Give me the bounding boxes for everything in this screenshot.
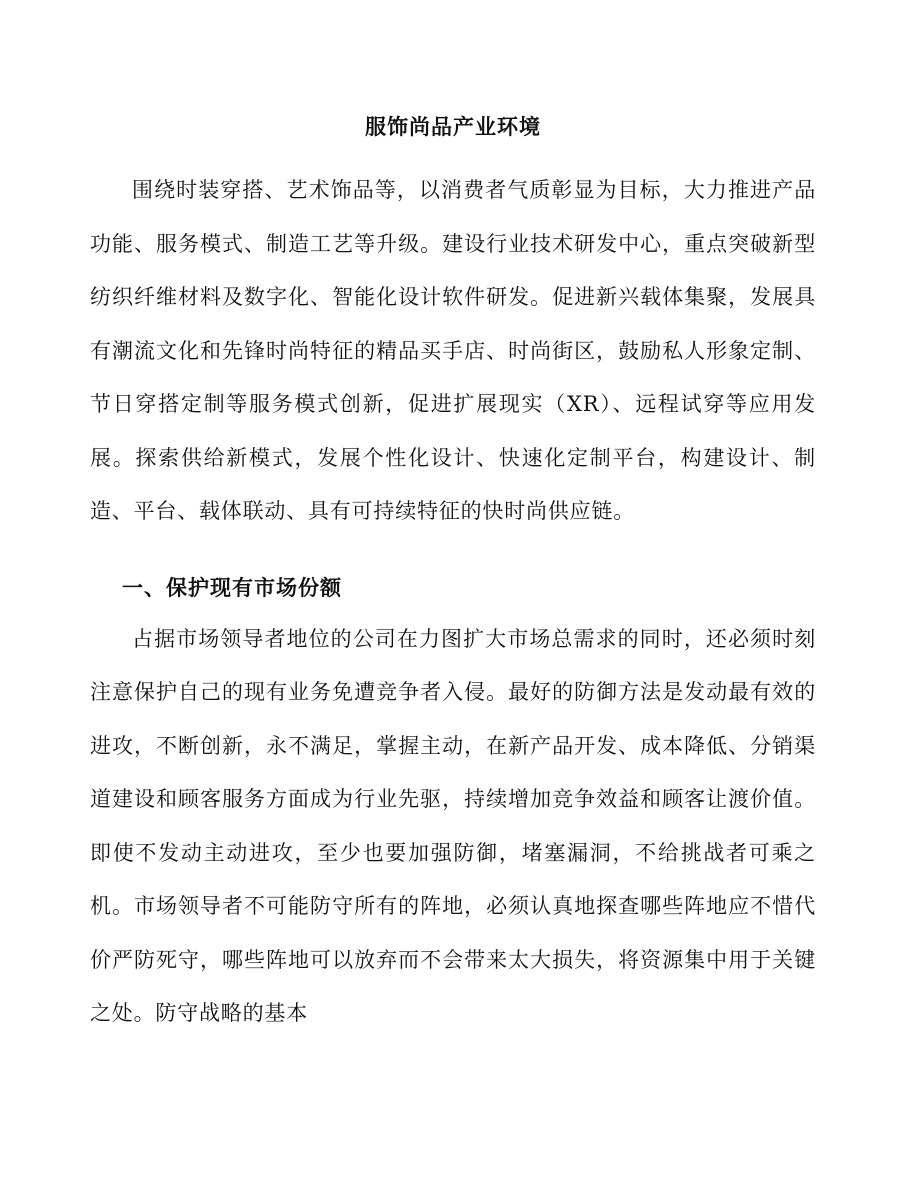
body-paragraph-2: 占据市场领导者地位的公司在力图扩大市场总需求的同时，还必须时刻注意保护自己的现有业务免遭竞争者入侵。最好的防御方法是发动最有效的进攻，不断创新，永不满足，掌握主动，在新产品开发、成本降低、分销渠道建设和顾客服务方面成为行业先驱，持续增加竞争效益和顾客让渡价值。即使不发动主动进攻，至少也要加强防御，堵塞漏洞，不给挑战者可乘之机。市场领导者不可能防守所有的阵地，必须认真地探查哪些阵地应不惜代价严防死守，哪些阵地可以放弃而不会带来太大损失，将资源集中用于关键之处。防守战略的基本 [90, 626, 816, 1025]
document-title: 服饰尚品产业环境 [365, 114, 541, 139]
section-heading: 一、保护现有市场份额 [122, 574, 342, 600]
body-paragraph-1: 围绕时装穿搭、艺术饰品等，以消费者气质彰显为目标，大力推进产品功能、服务模式、制造工艺等升级。建设行业技术研发中心，重点突破新型纺织纤维材料及数字化、智能化设计软件研发。促进新兴载体集聚，发展具有潮流文化和先锋时尚特征的精品买手店、时尚街区，鼓励私人形象定制、节日穿搭定制等服务模式创新，促进扩展现实（XR）、远程试穿等应用发展。探索供给新模式，发展个性化设计、快速化定制平台，构建设计、制造、平台、载体联动、具有可持续特征的快时尚供应链。 [90, 178, 816, 523]
